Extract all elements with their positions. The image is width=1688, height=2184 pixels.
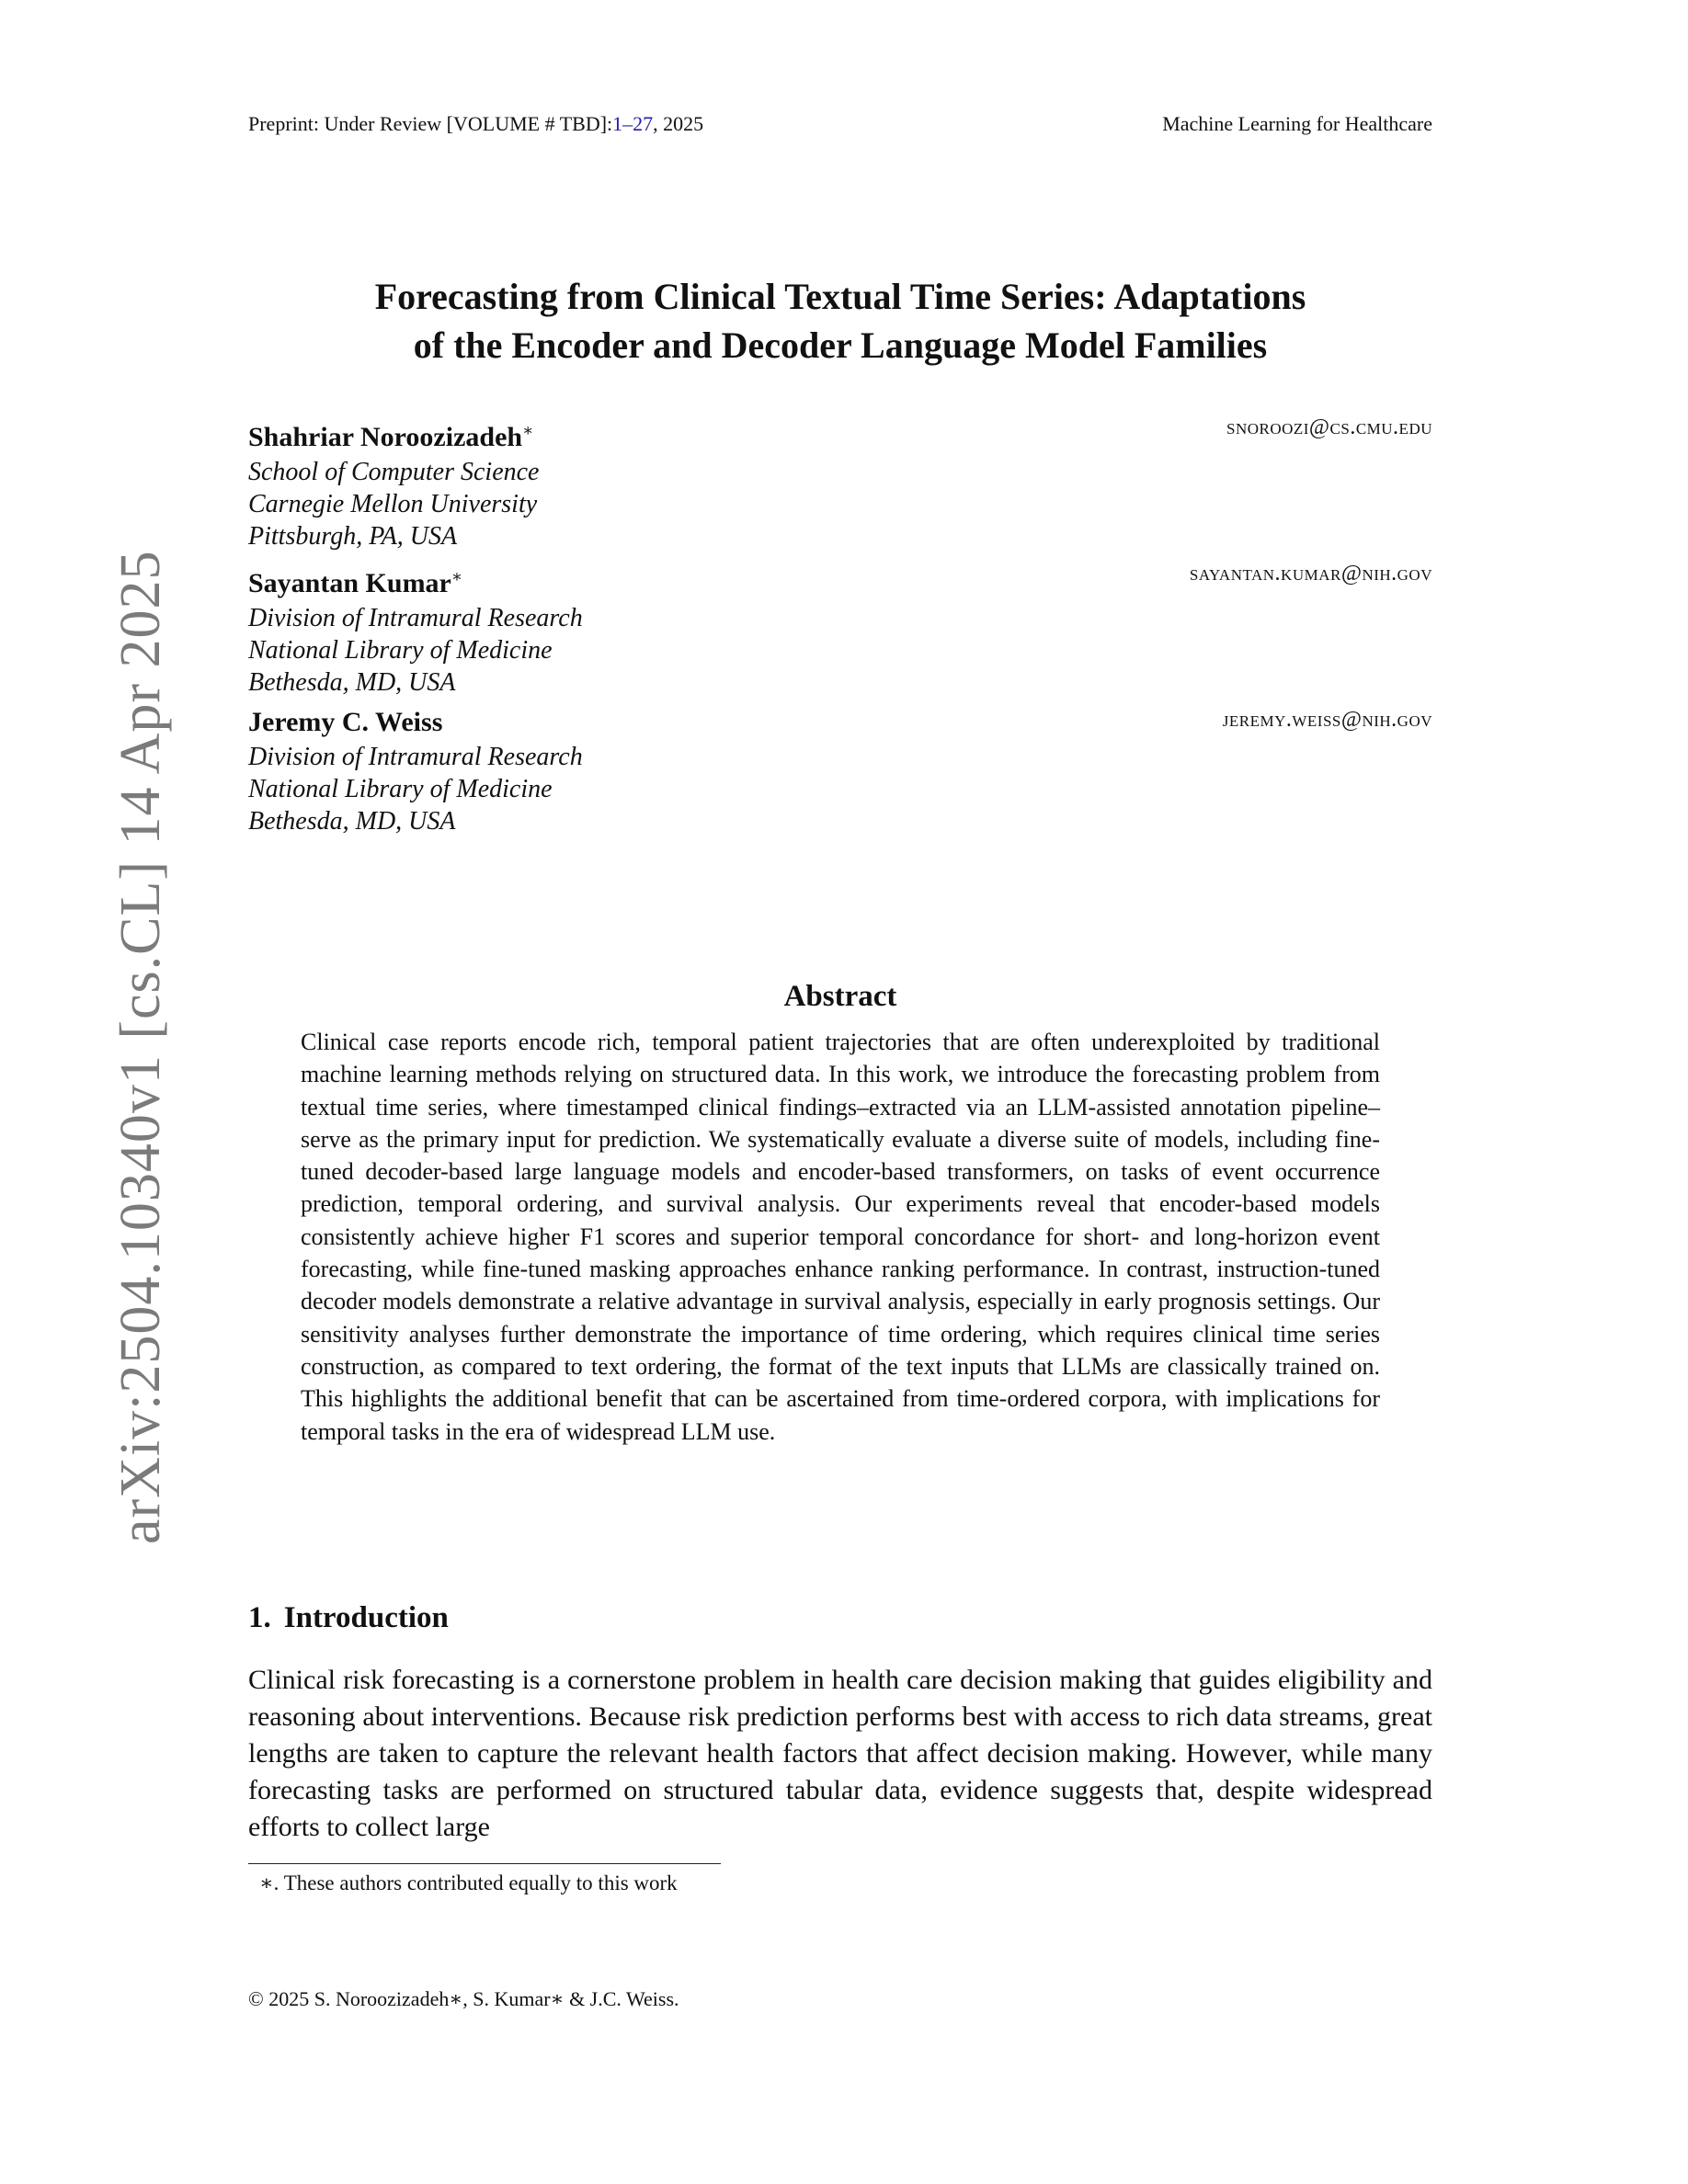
paper-title — [248, 272, 1432, 370]
affiliation-line: National Library of Medicine — [248, 775, 553, 803]
introduction-heading — [248, 1601, 449, 1635]
copyright-notice: © 2025 S. Noroozizadeh∗, S. Kumar∗ & J.C. Weiss. — [248, 1987, 679, 2010]
title-line-1: Forecasting from Clinical Textual Time Series: Adaptations — [374, 276, 1306, 317]
affiliation-line: Bethesda, MD, USA — [248, 807, 456, 836]
abstract-text: Clinical case reports encode rich, temporal patient trajectories that are often underexploited by traditional machine learning methods relying on structured data. In this work, we introduce the forecasting problem from textual time series, where timestamped clinical findings–extracted via an LLM-assisted annotation pipeline–serve as the primary input for prediction. We systematically evaluate a diverse suite of models, including fine-tuned decoder-based large language models and encoder-based transformers, on tasks of event occurrence prediction, temporal ordering, and survival analysis. Our experiments reveal that encoder-based models consistently achieve higher F1 scores and superior temporal concordance for short- and long-horizon event forecasting, while fine-tuned masking approaches enhance ranking performance. In contrast, instruction-tuned decoder models demonstrate a relative advantage in survival analysis, especially in early prognosis settings. Our sensitivity analyses further demonstrate the importance of time ordering, which requires clinical time series construction, as compared to text ordering, the format of the text inputs that LLMs are classically trained on. This highlights the additional benefit that can be ascertained from time-ordered corpora, with implications for temporal tasks in the era of widespread LLM use. — [301, 1029, 1380, 1445]
footnote-divider — [248, 1863, 721, 1864]
affiliation-line: Division of Intramural Research — [248, 604, 583, 632]
section-number: 1. — [248, 1601, 271, 1634]
author-name: Sayantan Kumar∗ — [248, 567, 463, 598]
author-3 — [248, 704, 1432, 837]
author-name: Jeremy C. Weiss — [248, 707, 443, 737]
author-name: Shahriar Noroozizadeh∗ — [248, 421, 534, 452]
equal-contribution-mark: ∗ — [522, 421, 534, 439]
page-range-link[interactable]: 1–27 — [612, 112, 654, 135]
footnote: ∗. These authors contributed equally to this work — [259, 1871, 678, 1894]
equal-contribution-mark: ∗ — [451, 567, 463, 586]
affiliation-line: Pittsburgh, PA, USA — [248, 522, 458, 551]
affiliation-line: National Library of Medicine — [248, 636, 553, 665]
introduction-text: Clinical risk forecasting is a cornerstone problem in health care decision making that guides eligibility and reasoning about interventions. Because risk prediction performs best with access to rich data streams, great lengths are taken to capture the relevant health factors that affect decision making. However, while many forecasting tasks are performed on structured tabular data, evidence suggests that, despite widespread efforts to collect large — [248, 1665, 1432, 1842]
author-1 — [248, 412, 1432, 552]
author-block — [248, 412, 1432, 843]
author-email-link[interactable]: snoroozi@cs.cmu.edu — [1226, 415, 1432, 439]
author-email-link[interactable]: jeremy.weiss@nih.gov — [1222, 708, 1432, 732]
affiliation-line: Carnegie Mellon University — [248, 490, 538, 518]
header-venue: Preprint: Under Review [VOLUME # TBD]:1–27, 2025 — [248, 112, 704, 135]
author-2 — [248, 558, 1432, 699]
affiliation-line: Division of Intramural Research — [248, 743, 583, 771]
affiliation-line: School of Computer Science — [248, 458, 540, 486]
header-journal: Machine Learning for Healthcare — [1162, 112, 1432, 135]
section-title: Introduction — [283, 1601, 449, 1634]
arxiv-identifier-stamp: arXiv:2504.10340v1 [cs.CL] 14 Apr 2025 — [109, 550, 172, 1544]
running-header — [248, 112, 1432, 136]
author-email-link[interactable]: sayantan.kumar@nih.gov — [1189, 562, 1432, 586]
title-line-2: of the Encoder and Decoder Language Model Families — [413, 324, 1268, 366]
abstract-heading: Abstract — [783, 980, 897, 1013]
affiliation-line: Bethesda, MD, USA — [248, 668, 456, 697]
